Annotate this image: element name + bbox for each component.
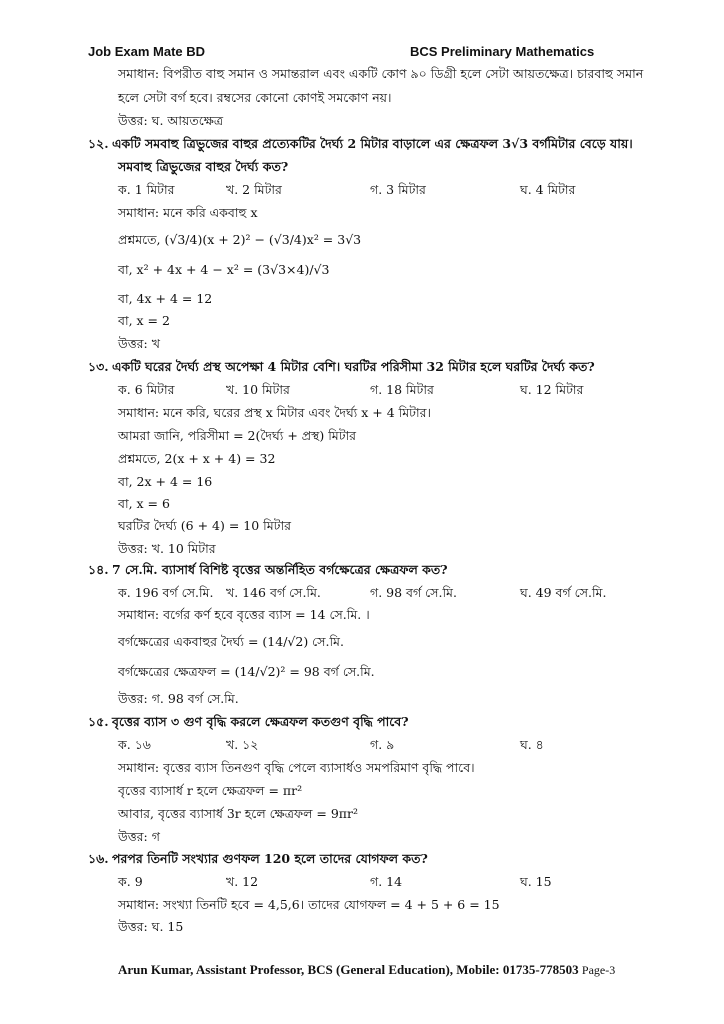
- answer-option: গ. 98 বর্গ সে.মি.: [370, 585, 457, 600]
- solution-line: বৃত্তের ব্যাসার্ধ r হলে ক্ষেত্রফল = πr²: [118, 783, 303, 798]
- question-number: ১৬.: [88, 851, 109, 866]
- answer-option: গ. 3 মিটার: [370, 182, 426, 197]
- solution-line: উত্তর: ঘ. 15: [118, 919, 184, 934]
- question-number: ১৩.: [88, 359, 109, 374]
- solution-line: প্রশ্নমতে, (√3/4)(x + 2)² − (√3/4)x² = 3√3: [118, 232, 362, 247]
- header-right-title: BCS Preliminary Mathematics: [410, 44, 595, 59]
- answer-option: ক. 6 মিটার: [118, 382, 175, 397]
- answer-option: গ. ৯: [370, 737, 395, 752]
- answer-option: ঘ. 12 মিটার: [520, 382, 584, 397]
- solution-line: বা, x² + 4x + 4 − x² = (3√3×4)/√3: [118, 262, 330, 277]
- solution-line: বা, 2x + 4 = 16: [118, 474, 213, 489]
- footer-author: Arun Kumar, Assistant Professor, BCS (General Education), Mobile: 01735-778503: [118, 962, 582, 977]
- question-text: সমবাহু ত্রিভুজের বাহুর দৈর্ঘ্য কত?: [118, 159, 289, 174]
- answer-option: খ. ১২: [226, 737, 259, 752]
- question-text: বৃত্তের ব্যাস ৩ গুণ বৃদ্ধি করলে ক্ষেত্রফল কতগুণ বৃদ্ধি পাবে?: [112, 714, 409, 729]
- solution-line: আমরা জানি, পরিসীমা = 2(দৈর্ঘ্য + প্রস্থ) মিটার: [118, 428, 357, 443]
- answer-option: খ. 2 মিটার: [226, 182, 282, 197]
- answer-option: ক. 196 বর্গ সে.মি.: [118, 585, 214, 600]
- question-text: 7 সে.মি. ব্যাসার্ধ বিশিষ্ট বৃত্তের অন্তর্নিহিত বর্গক্ষেত্রের ক্ষেত্রফল কত?: [112, 562, 448, 577]
- solution-line: উত্তর: খ: [118, 336, 160, 351]
- page-number: Page-3: [581, 963, 616, 977]
- answer-option: খ. 12: [226, 874, 259, 889]
- solution-line: বর্গক্ষেত্রের ক্ষেত্রফল = (14/√2)² = 98 বর্গ সে.মি.: [118, 664, 375, 679]
- answer-option: ঘ. 49 বর্গ সে.মি.: [520, 585, 607, 600]
- header-left-title: Job Exam Mate BD: [88, 44, 206, 59]
- solution-line: সমাধান: সংখ্যা তিনটি হবে = 4,5,6। তাদের যোগফল = 4 + 5 + 6 = 15: [118, 897, 500, 912]
- answer-option: ঘ. ৪: [520, 737, 544, 752]
- solution-line: সমাধান: বিপরীত বাহু সমান ও সমান্তরাল এবং একটি কোণ ৯০ ডিগ্রী হলে সেটা আয়তক্ষেত্র। চারবাহু সমান: [118, 66, 644, 81]
- solution-line: ঘরটির দৈর্ঘ্য (6 + 4) = 10 মিটার: [118, 518, 291, 533]
- answer-option: ক. 9: [118, 874, 143, 889]
- question-number: ১২.: [88, 136, 109, 151]
- solution-line: উত্তর: ঘ. আয়তক্ষেত্র: [118, 113, 224, 128]
- solution-line: আবার, বৃত্তের ব্যাসার্ধ 3r হলে ক্ষেত্রফল = 9πr²: [118, 806, 359, 821]
- answer-option: ঘ. 4 মিটার: [520, 182, 576, 197]
- footer: [118, 962, 615, 978]
- answer-option: খ. 10 মিটার: [226, 382, 290, 397]
- answer-option: ক. ১৬: [118, 737, 151, 752]
- solution-line: উত্তর: গ: [118, 829, 160, 844]
- answer-option: গ. 18 মিটার: [370, 382, 434, 397]
- solution-line: উত্তর: গ. 98 বর্গ সে.মি.: [118, 691, 239, 706]
- solution-line: প্রশ্নমতে, 2(x + x + 4) = 32: [118, 451, 276, 466]
- solution-line: বা, x = 2: [118, 313, 170, 328]
- solution-line: হলে সেটা বর্গ হবে। রম্বসের কোনো কোণই সমকোণ নয়।: [118, 90, 392, 105]
- solution-line: সমাধান: মনে করি, ঘরের প্রস্থ x মিটার এবং দৈর্ঘ্য x + 4 মিটার।: [118, 405, 431, 420]
- answer-option: ক. 1 মিটার: [118, 182, 175, 197]
- solution-line: সমাধান: বর্গের কর্ণ হবে বৃত্তের ব্যাস = 14 সে.মি. ।: [118, 607, 370, 622]
- solution-line: উত্তর: খ. 10 মিটার: [118, 541, 216, 556]
- solution-line: সমাধান: মনে করি একবাহু x: [118, 205, 258, 220]
- question-text: একটি সমবাহু ত্রিভুজের বাহুর প্রত্যেকটির দৈর্ঘ্য 2 মিটার বাড়ালে এর ক্ষেত্রফল 3√3 বর্গমিটার বেড়ে যায়।: [112, 136, 633, 151]
- answer-option: খ. 146 বর্গ সে.মি.: [226, 585, 321, 600]
- solution-line: বা, 4x + 4 = 12: [118, 291, 213, 306]
- question-number: ১৫.: [88, 714, 109, 729]
- answer-option: গ. 14: [370, 874, 403, 889]
- question-number: ১৪.: [88, 562, 109, 577]
- answer-option: ঘ. 15: [520, 874, 552, 889]
- question-text: পরপর তিনটি সংখ্যার গুণফল 120 হলে তাদের যোগফল কত?: [112, 851, 428, 866]
- solution-line: বা, x = 6: [118, 496, 170, 511]
- question-text: একটি ঘরের দৈর্ঘ্য প্রস্থ অপেক্ষা 4 মিটার বেশি। ঘরটির পরিসীমা 32 মিটার হলে ঘরটির দৈর্ঘ্য কত?: [112, 359, 595, 374]
- solution-line: সমাধান: বৃত্তের ব্যাস তিনগুণ বৃদ্ধি পেলে ব্যাসার্ধও সমপরিমাণ বৃদ্ধি পাবে।: [118, 760, 475, 775]
- solution-line: বর্গক্ষেত্রের একবাহুর দৈর্ঘ্য = (14/√2) সে.মি.: [118, 634, 344, 649]
